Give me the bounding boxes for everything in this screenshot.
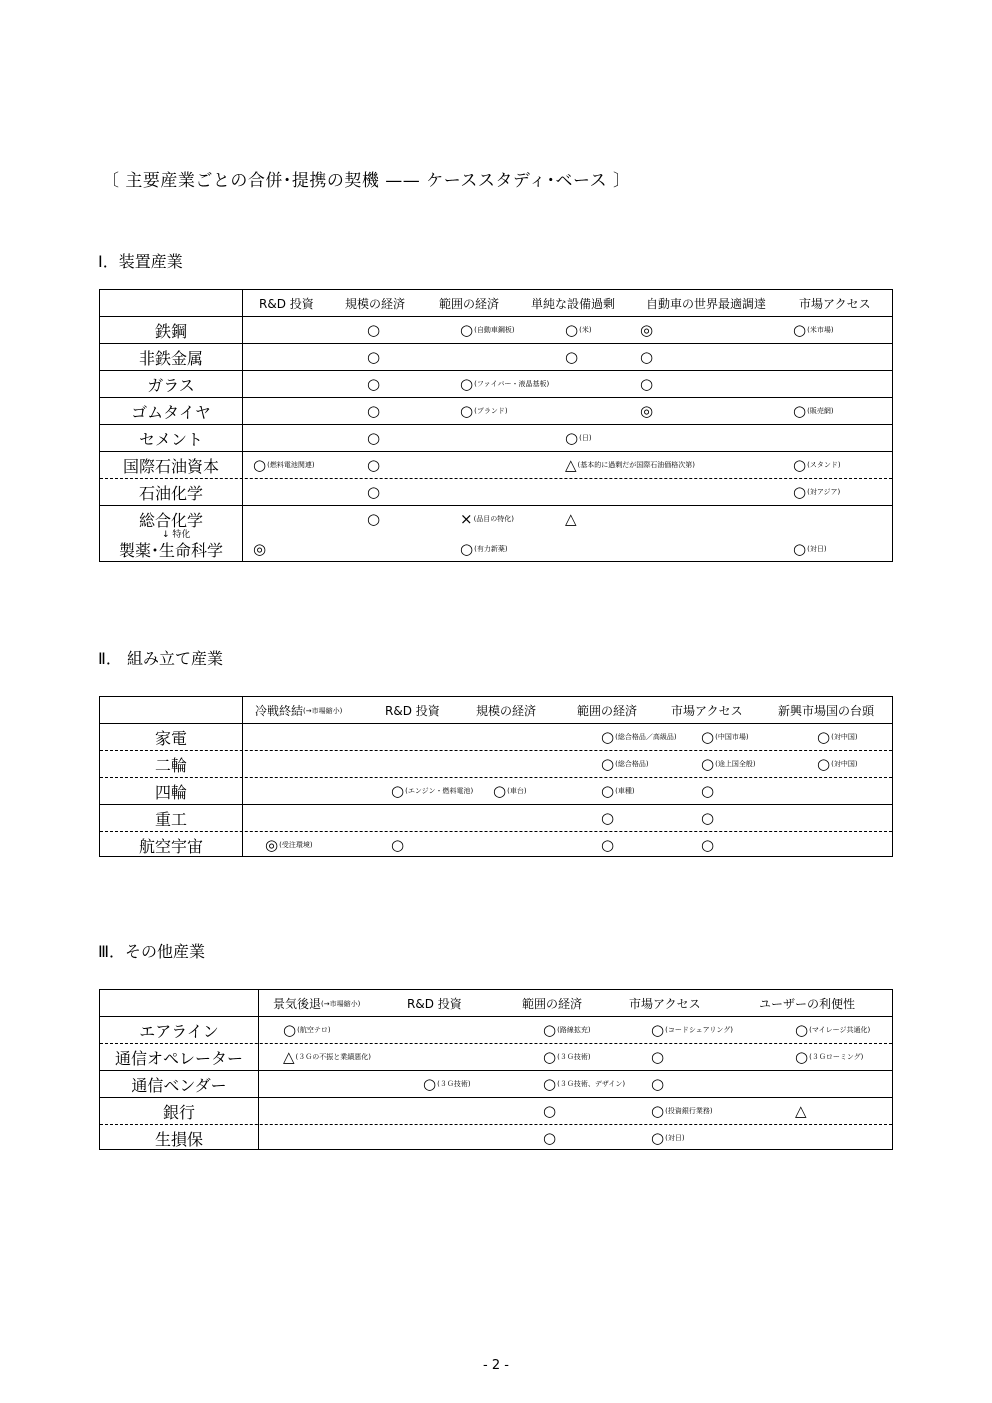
rating-mark (543, 1098, 556, 1124)
rating-symbol: ○ (793, 482, 807, 501)
rating-mark (367, 452, 380, 478)
rating-mark (640, 371, 653, 397)
rating-symbol: ○ (817, 727, 831, 746)
column-header-label: 市場アクセス (671, 704, 743, 718)
rating-symbol: ○ (793, 401, 807, 420)
rating-mark (283, 1017, 331, 1043)
rating-symbol: ○ (367, 347, 381, 366)
rating-mark (793, 452, 841, 478)
table-row (100, 1098, 892, 1125)
rating-symbol: ○ (651, 1047, 665, 1066)
rating-note: (航空テロ) (297, 1026, 331, 1034)
rating-symbol: × (460, 509, 473, 528)
rating-note: (３Ｇ技術) (557, 1053, 591, 1061)
rating-symbol: ○ (793, 455, 807, 474)
rating-symbol: ○ (651, 1074, 665, 1093)
column-header-label: 規模の経済 (476, 704, 537, 718)
rating-note: (投資銀行業務) (665, 1107, 713, 1115)
table-row (100, 425, 892, 452)
rating-mark (701, 751, 756, 777)
rating-mark (460, 506, 514, 532)
row-label: 非鉄金属 (138, 348, 203, 368)
rating-symbol: ○ (701, 808, 715, 827)
rating-mark (460, 371, 549, 397)
rating-symbol: ○ (493, 781, 507, 800)
rating-mark (701, 832, 714, 858)
column-header-label: 規模の経済 (345, 297, 406, 311)
rating-mark (493, 778, 527, 804)
rating-symbol: ○ (601, 808, 615, 827)
rating-mark (265, 832, 313, 858)
rating-symbol: ○ (701, 835, 715, 854)
rating-symbol: ◎ (640, 401, 654, 420)
rating-note: (燃料電池関連) (267, 461, 315, 469)
rating-note: (米市場) (807, 326, 834, 334)
rating-note: (３Ｇ技術) (437, 1080, 471, 1088)
rating-note: (自動車鋼板) (474, 326, 515, 334)
row-label: 二輪 (154, 755, 187, 775)
column-header-label: 新興市場国の台頭 (778, 704, 875, 718)
rating-mark (367, 371, 380, 397)
table-assembly-industry (99, 696, 893, 857)
rating-symbol: ○ (601, 835, 615, 854)
rating-mark (460, 533, 508, 565)
rating-symbol: ○ (795, 1047, 809, 1066)
rating-mark (423, 1071, 471, 1097)
rating-mark (601, 778, 635, 804)
rating-symbol: ○ (367, 482, 381, 501)
rating-symbol: ○ (565, 320, 579, 339)
rating-mark (601, 832, 614, 858)
rating-mark (543, 1017, 591, 1043)
rating-symbol: ○ (793, 539, 807, 558)
column-header-note: (→市場縮小) (321, 999, 361, 1008)
column-header-label: R&D 投資 (407, 997, 462, 1011)
row-label: 総合化学 (138, 510, 203, 530)
row-label: エアライン (139, 1021, 219, 1041)
rating-symbol: ○ (460, 374, 474, 393)
column-header (385, 697, 440, 724)
column-header (799, 290, 871, 317)
row-label: セメント (138, 429, 203, 449)
table-row (100, 778, 892, 805)
rating-note: (対日) (665, 1134, 685, 1142)
table-row (100, 1017, 892, 1044)
rating-symbol: ○ (391, 835, 405, 854)
row-label: ゴムタイヤ (131, 402, 211, 422)
table-row (100, 751, 892, 778)
rating-mark (640, 344, 653, 370)
column-header-label: R&D 投資 (385, 704, 440, 718)
rating-symbol: ◎ (640, 320, 654, 339)
rating-mark (253, 452, 315, 478)
rating-mark (793, 479, 840, 505)
rating-mark (795, 1044, 863, 1070)
column-header (522, 990, 582, 1017)
rating-note: (３Ｇローミング) (809, 1053, 864, 1061)
column-header-label: 単純な設備過剰 (531, 297, 616, 311)
table-row (100, 805, 892, 832)
rating-note: (３Ｇの不振と業績悪化) (295, 1053, 372, 1061)
rating-symbol: ○ (565, 347, 579, 366)
rating-mark (701, 724, 749, 750)
rating-mark (367, 425, 380, 451)
rating-note: (総合格品) (615, 760, 649, 768)
column-header (629, 990, 701, 1017)
document-title: 〔 主要産業ごとの合併･提携の契機 —— ケーススタディ･ベース 〕 (102, 171, 631, 191)
rating-symbol: ○ (460, 320, 474, 339)
rating-note: (品目の特化) (473, 515, 515, 523)
rating-mark (367, 344, 380, 370)
column-header-label: 市場アクセス (629, 997, 701, 1011)
rating-mark (565, 344, 578, 370)
rating-symbol: △ (565, 455, 577, 474)
table-row (100, 506, 892, 533)
row-label: 重工 (154, 809, 187, 829)
rating-mark (817, 751, 858, 777)
column-header (531, 290, 615, 317)
rating-symbol: ○ (543, 1020, 557, 1039)
table-row (100, 1125, 892, 1152)
rating-symbol: ○ (543, 1074, 557, 1093)
row-label: 国際石油資本 (122, 456, 219, 476)
rating-note: (マイレージ共通化) (809, 1026, 871, 1034)
rating-note: (中国市場) (715, 733, 749, 741)
row-label: 航空宇宙 (138, 836, 203, 856)
table-row (100, 533, 892, 565)
rating-mark (601, 751, 649, 777)
rating-symbol: ○ (367, 401, 381, 420)
rating-mark (543, 1044, 591, 1070)
row-label: 通信オペレーター (114, 1048, 243, 1068)
rating-mark (651, 1071, 664, 1097)
column-header-label: 範囲の経済 (522, 997, 583, 1011)
table-header (100, 290, 892, 317)
rating-symbol: ○ (640, 374, 654, 393)
rating-symbol: ○ (543, 1101, 557, 1120)
column-header-label: ユーザーの利便性 (759, 997, 856, 1011)
rating-note: (車種) (615, 787, 635, 795)
column-header-label: 景気後退 (273, 997, 322, 1011)
rating-symbol: ○ (651, 1020, 665, 1039)
table-row (100, 1044, 892, 1071)
rating-note: (日) (579, 434, 592, 442)
rating-symbol: ○ (460, 401, 474, 420)
rating-symbol: ○ (543, 1128, 557, 1147)
column-header (255, 697, 342, 724)
rating-mark (701, 778, 714, 804)
rating-symbol: ○ (701, 781, 715, 800)
table-row (100, 317, 892, 344)
rating-mark (367, 506, 380, 532)
table-equipment-industry (99, 289, 893, 562)
rating-mark (793, 317, 834, 343)
rating-mark (543, 1125, 556, 1151)
row-label: ガラス (147, 375, 195, 395)
rating-mark (565, 425, 592, 451)
rating-mark (367, 398, 380, 424)
table-row (100, 371, 892, 398)
rating-symbol: △ (795, 1101, 807, 1120)
rating-note: (対中国) (831, 760, 858, 768)
table-row (100, 724, 892, 751)
column-header (439, 290, 499, 317)
rating-symbol: ◎ (253, 539, 267, 558)
rating-symbol: ○ (543, 1047, 557, 1066)
table-row (100, 1071, 892, 1098)
rating-symbol: ○ (701, 727, 715, 746)
rating-mark (367, 317, 380, 343)
rating-note: (基本的に過剰だが国際石油価格次第) (577, 461, 696, 469)
rating-symbol: ○ (793, 320, 807, 339)
table-row (100, 452, 892, 479)
rating-mark (601, 805, 614, 831)
rating-note: (ファイバー・液晶基板) (474, 380, 550, 388)
table-row (100, 479, 892, 506)
rating-mark (253, 533, 266, 565)
row-label: 生損保 (154, 1129, 203, 1149)
rating-note: (車台) (507, 787, 527, 795)
section-1-title: Ⅰ．装置産業 (98, 252, 183, 271)
rating-mark (565, 317, 592, 343)
rating-note: (路線拡充) (557, 1026, 591, 1034)
rating-symbol: ○ (601, 781, 615, 800)
rating-note: (３Ｇ技術、デザイン) (557, 1080, 626, 1088)
rating-symbol: ○ (651, 1128, 665, 1147)
row-label: 石油化学 (138, 483, 203, 503)
rating-symbol: ○ (367, 509, 381, 528)
column-header (759, 990, 855, 1017)
rating-mark (817, 724, 858, 750)
rating-symbol: ○ (795, 1020, 809, 1039)
rating-symbol: ○ (601, 727, 615, 746)
rating-mark (543, 1071, 625, 1097)
rating-mark (640, 317, 653, 343)
column-header (407, 990, 462, 1017)
rating-mark (651, 1098, 713, 1124)
row-label: 四輪 (154, 782, 187, 802)
row-label: 銀行 (162, 1102, 195, 1122)
rating-symbol: ○ (253, 455, 267, 474)
rating-note: (米) (579, 326, 592, 334)
rating-note: (総合格品／高級品) (615, 733, 677, 741)
rating-note: (スタンド) (807, 461, 841, 469)
column-header (577, 697, 637, 724)
rating-symbol: ○ (283, 1020, 297, 1039)
row-label: 通信ベンダー (131, 1075, 227, 1095)
rating-symbol: ◎ (265, 835, 279, 854)
table-row (100, 832, 892, 859)
column-header (671, 697, 743, 724)
table-header (100, 697, 892, 724)
table-row (100, 344, 892, 371)
rating-note: (エンジン・燃料電池) (405, 787, 474, 795)
table-header (100, 990, 892, 1017)
section-2-title: Ⅱ． 組み立て産業 (98, 649, 223, 668)
rating-mark (460, 317, 515, 343)
rating-mark (460, 398, 508, 424)
rating-symbol: ○ (701, 754, 715, 773)
specialization-arrow-note: ↓ 特化 (162, 530, 191, 540)
rating-symbol: ○ (651, 1101, 665, 1120)
rating-symbol: ○ (817, 754, 831, 773)
column-header (259, 290, 314, 317)
rating-note: (有力新薬) (474, 545, 508, 553)
column-header-label: 冷戦終結 (255, 704, 304, 718)
row-label: 家電 (154, 728, 187, 748)
column-header (778, 697, 874, 724)
row-label: 鉄鋼 (154, 321, 187, 341)
rating-mark (601, 724, 677, 750)
rating-note: (販売網) (807, 407, 834, 415)
rating-mark (391, 832, 404, 858)
rating-mark (640, 398, 653, 424)
rating-symbol: ○ (640, 347, 654, 366)
rating-symbol: ○ (423, 1074, 437, 1093)
rating-mark (651, 1017, 733, 1043)
rating-symbol: ○ (565, 428, 579, 447)
rating-note: (ブランド) (474, 407, 508, 415)
rating-mark (391, 778, 473, 804)
rating-symbol: △ (565, 509, 577, 528)
rating-mark (701, 805, 714, 831)
rating-symbol: △ (283, 1047, 295, 1066)
rating-note: (対アジア) (807, 488, 841, 496)
rating-symbol: ○ (601, 754, 615, 773)
table-row (100, 398, 892, 425)
rating-symbol: ○ (391, 781, 405, 800)
rating-note: (コードシェアリング) (665, 1026, 733, 1034)
rating-mark (565, 452, 695, 478)
column-header-note: (→市場縮小) (303, 706, 343, 715)
rating-mark (795, 1098, 807, 1124)
rating-note: (対日) (807, 545, 827, 553)
rating-mark (651, 1125, 685, 1151)
rating-mark (651, 1044, 664, 1070)
column-header-label: R&D 投資 (259, 297, 314, 311)
rating-mark (793, 533, 827, 565)
page-number: - 2 - (483, 1358, 509, 1373)
rating-symbol: ○ (367, 374, 381, 393)
rating-note: (対中国) (831, 733, 858, 741)
column-header-label: 自動車の世界最適調達 (646, 297, 767, 311)
rating-mark (367, 479, 380, 505)
column-header (646, 290, 766, 317)
row-label: 製薬･生命科学 (118, 540, 223, 560)
rating-symbol: ○ (367, 320, 381, 339)
column-header (476, 697, 536, 724)
rating-note: (受注環境) (279, 841, 313, 849)
rating-mark (565, 506, 577, 532)
rating-mark (793, 398, 834, 424)
table-other-industry (99, 989, 893, 1150)
rating-symbol: ○ (367, 455, 381, 474)
rating-symbol: ○ (367, 428, 381, 447)
rating-note: (途上国全般) (715, 760, 756, 768)
column-header-label: 範囲の経済 (577, 704, 638, 718)
rating-mark (283, 1044, 371, 1070)
section-3-title: Ⅲ．その他産業 (98, 942, 206, 961)
column-header-label: 市場アクセス (799, 297, 871, 311)
rating-symbol: ○ (460, 539, 474, 558)
rating-mark (795, 1017, 870, 1043)
column-header (273, 990, 360, 1017)
column-header-label: 範囲の経済 (439, 297, 500, 311)
column-header (345, 290, 405, 317)
